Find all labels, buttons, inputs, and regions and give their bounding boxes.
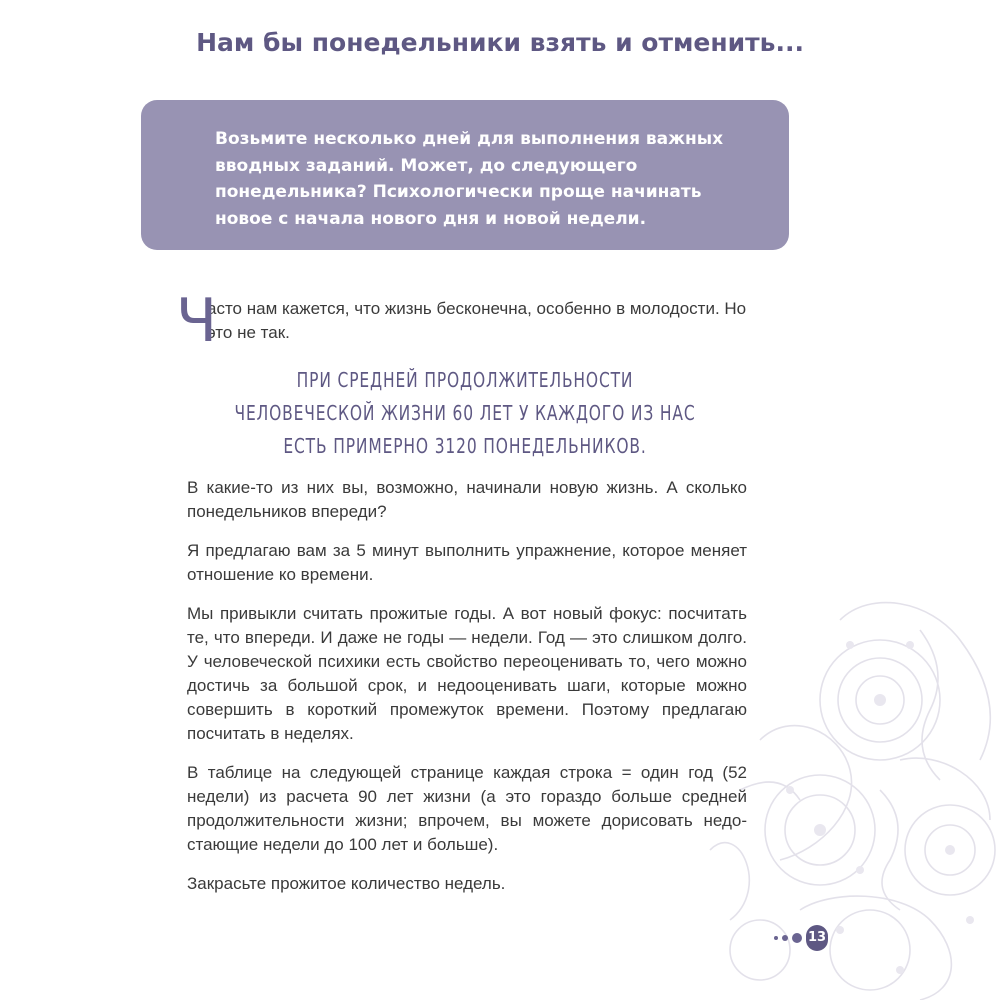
body-paragraph: В таблице на следующей странице каждая строка = один год (52 недели) из расчета 90 лет жизни (а это гораздо больше средней продолжительности жизни; впрочем, вы можете дорисовать недостающие недели до 100 лет и больше). xyxy=(187,763,747,854)
body-paragraph: Я предлагаю вам за 5 минут выполнить упражнение, которое меняет отношение ко времени. xyxy=(187,541,747,584)
pull-quote-line: ЕСТЬ ПРИМЕРНО 3120 ПОНЕДЕЛЬНИКОВ. xyxy=(283,434,647,458)
page-number: 13 xyxy=(806,925,828,951)
page-dots-icon xyxy=(782,935,788,941)
page-number-marker xyxy=(770,925,830,951)
callout-box xyxy=(141,100,789,250)
intro-text: асто нам кажется, что жизнь бесконечна, особенно в молодости. Но это не так. xyxy=(207,299,747,342)
pull-quote-line: ЧЕЛОВЕЧЕСКОЙ ЖИЗНИ 60 ЛЕТ У КАЖДОГО ИЗ НАС xyxy=(234,401,696,425)
body-paragraph: Мы привыкли считать прожитые годы. А вот новый фокус: посчитать те, что впереди. И даже не годы — недели. Год — это слишком долго. У человеческой психики есть свойство переоценивать то, чего можно достичь за большой срок, и недооценивать шаги, которые можно совершить в короткий промежуток времени. Поэтому предлагаю посчитать в неделях. xyxy=(187,604,747,743)
pull-quote xyxy=(0,364,930,463)
intro-paragraph xyxy=(176,286,776,356)
page-dots-icon xyxy=(792,933,802,943)
callout-text: Возьмите несколько дней для выполнения важных вводных заданий. Может, до следующего понедельника? Психологически проще начинать новое с начала нового дня и новой недели. xyxy=(215,129,724,229)
page-dots-icon xyxy=(774,936,778,940)
page-title: Нам бы понедельники взять и отменить... xyxy=(196,28,804,57)
drop-cap: Ч xyxy=(176,286,218,356)
body-text xyxy=(187,476,747,911)
pull-quote-line: ПРИ СРЕДНЕЙ ПРОДОЛЖИТЕЛЬНОСТИ xyxy=(296,368,634,392)
body-paragraph: Закрасьте прожитое количество недель. xyxy=(187,874,506,893)
body-paragraph: В какие-то из них вы, возможно, начинали новую жизнь. А сколько понедельников впереди? xyxy=(187,478,747,521)
